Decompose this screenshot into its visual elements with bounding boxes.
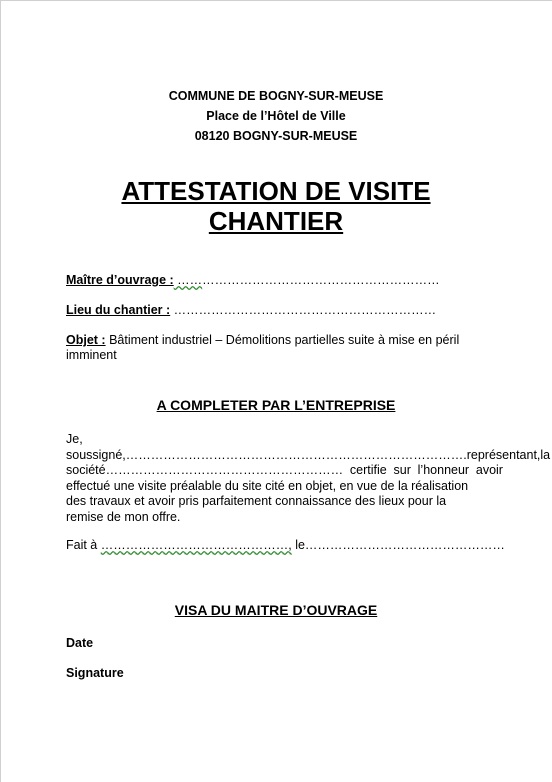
fait-date: le………………………………………… [291,538,505,552]
para-line-3 [66,463,503,479]
para-line-3-d: l’honneur [417,463,470,477]
maitre-ouvrage-label: Maître d’ouvrage : [66,273,174,287]
para-line-3-a: société………………………………………………… [66,463,344,477]
fait-label: Fait à [66,538,98,552]
title-line-2: CHANTIER [208,206,344,236]
objet-label: Objet : [66,333,106,347]
para-line-3-c: sur [393,463,411,477]
visa-signature-label: Signature [66,666,124,680]
para-line-1: Je, [66,432,83,446]
lieu-chantier-field [66,303,436,318]
title-line-1: ATTESTATION DE VISITE [121,176,431,206]
para-line-2 [66,447,551,464]
maitre-ouvrage-value: ………………………………………………… [202,273,440,287]
para-line-3-e: avoir [475,463,503,477]
lieu-chantier-label: Lieu du chantier : [66,303,171,317]
maitre-ouvrage-field [66,273,440,288]
commune-address: Place de l’Hôtel de Ville [206,109,346,123]
document-title [0,176,552,236]
visa-date-label: Date [66,636,94,650]
para-line-3-b: certifie [349,463,387,477]
page-edge-top [0,0,552,1]
section-entreprise [0,396,552,414]
para-line-2-left: soussigné,……………………………………………………………………….représentant, [66,447,541,462]
section-entreprise-heading: A COMPLETER PAR L’ENTREPRISE [156,397,396,413]
section-visa [0,601,552,619]
entreprise-paragraph [66,432,551,525]
letterhead [0,86,552,146]
fait-place-squiggle: ………………………………………, [100,538,292,552]
objet-field [66,333,496,363]
fait-line [66,538,505,553]
para-line-6: remise de mon offre. [66,509,181,524]
commune-name: COMMUNE DE BOGNY-SUR-MEUSE [168,89,384,103]
section-visa-heading: VISA DU MAITRE D’OUVRAGE [174,602,378,618]
para-line-2-right: la [540,447,551,462]
lieu-chantier-value: ……………………………………………………… [170,303,437,317]
commune-city: 08120 BOGNY-SUR-MEUSE [194,129,358,143]
maitre-ouvrage-squiggle: …… [173,273,203,287]
para-line-5: des travaux et avoir pris parfaitement connaissance des lieux pour la [66,494,447,508]
para-line-4: effectué une visite préalable du site cité en objet, en vue de la réalisation [66,478,469,493]
objet-value: Bâtiment industriel – Démolitions partielles suite à mise en péril imminent [66,333,460,362]
